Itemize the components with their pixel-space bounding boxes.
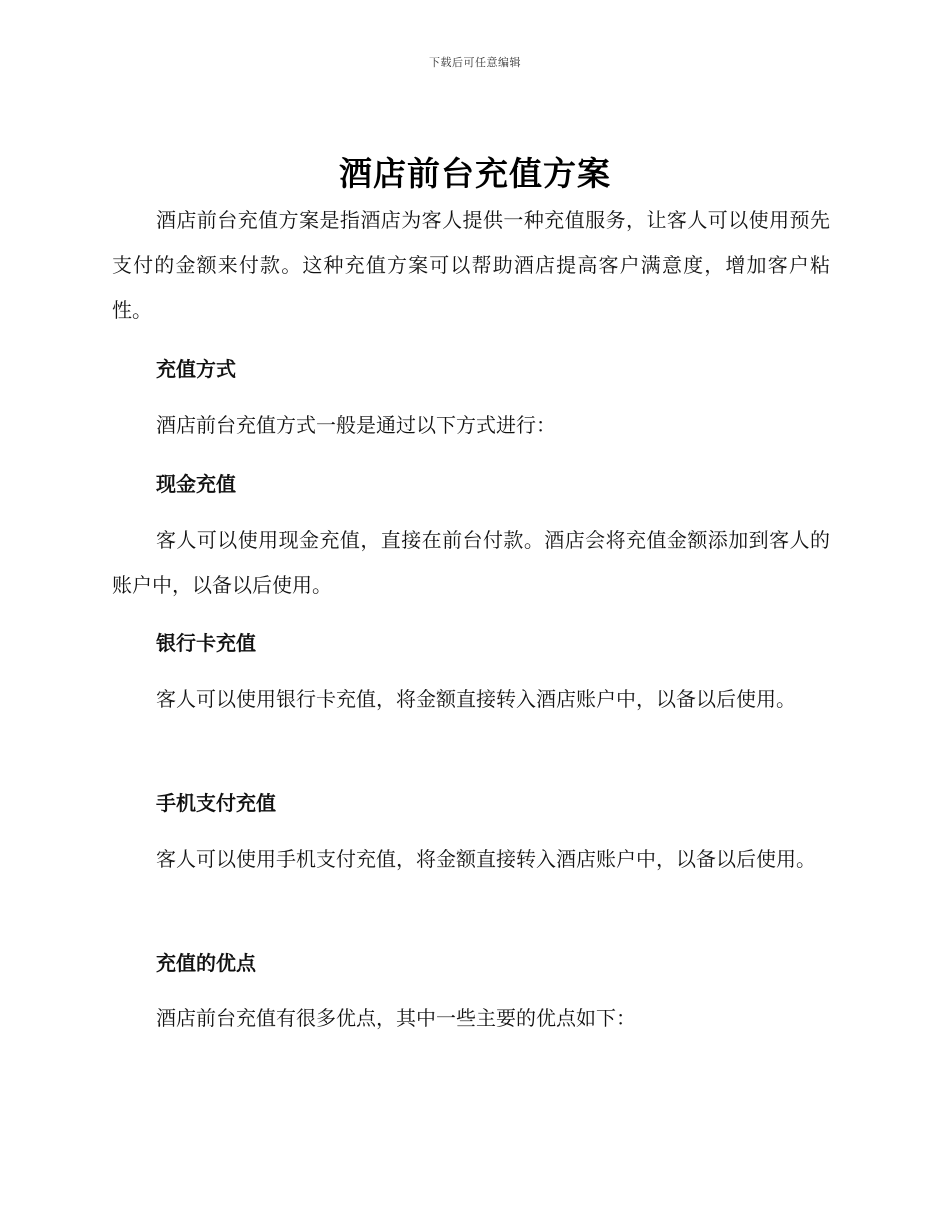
section-heading-mobile: 手机支付充值 bbox=[156, 791, 276, 815]
section-heading-bank-card: 银行卡充值 bbox=[156, 631, 256, 655]
section-text-advantages: 酒店前台充值有很多优点，其中一些主要的优点如下： bbox=[156, 1006, 636, 1030]
intro-block bbox=[112, 198, 830, 333]
section-advantages bbox=[112, 948, 830, 978]
section-cash-body bbox=[112, 518, 830, 608]
section-mobile bbox=[112, 788, 830, 818]
section-text-bank-card: 客人可以使用银行卡充值，将金额直接转入酒店账户中，以备以后使用。 bbox=[156, 687, 796, 711]
section-heading-methods: 充值方式 bbox=[156, 357, 236, 381]
section-advantages-body bbox=[112, 996, 830, 1041]
section-text-mobile: 客人可以使用手机支付充值，将金额直接转入酒店账户中，以备以后使用。 bbox=[156, 847, 816, 871]
intro-paragraph: 酒店前台充值方案是指酒店为客人提供一种充值服务，让客人可以使用预先支付的金额来付款。这种充值方案可以帮助酒店提高客户满意度，增加客户粘性。 bbox=[112, 208, 830, 322]
section-text-cash: 客人可以使用现金充值，直接在前台付款。酒店会将充值金额添加到客人的账户中，以备以后使用。 bbox=[112, 528, 830, 597]
section-cash bbox=[112, 469, 830, 499]
section-text-methods: 酒店前台充值方式一般是通过以下方式进行： bbox=[156, 413, 556, 437]
section-heading-cash: 现金充值 bbox=[156, 472, 236, 496]
section-bank-card bbox=[112, 628, 830, 658]
header-note: 下载后可任意编辑 bbox=[429, 56, 521, 69]
section-heading-advantages: 充值的优点 bbox=[156, 951, 256, 975]
section-methods bbox=[112, 354, 830, 384]
section-methods-body bbox=[112, 403, 830, 448]
section-bank-card-body bbox=[112, 677, 830, 722]
document-title: 酒店前台充值方案 bbox=[339, 154, 611, 193]
section-mobile-body bbox=[112, 837, 830, 882]
